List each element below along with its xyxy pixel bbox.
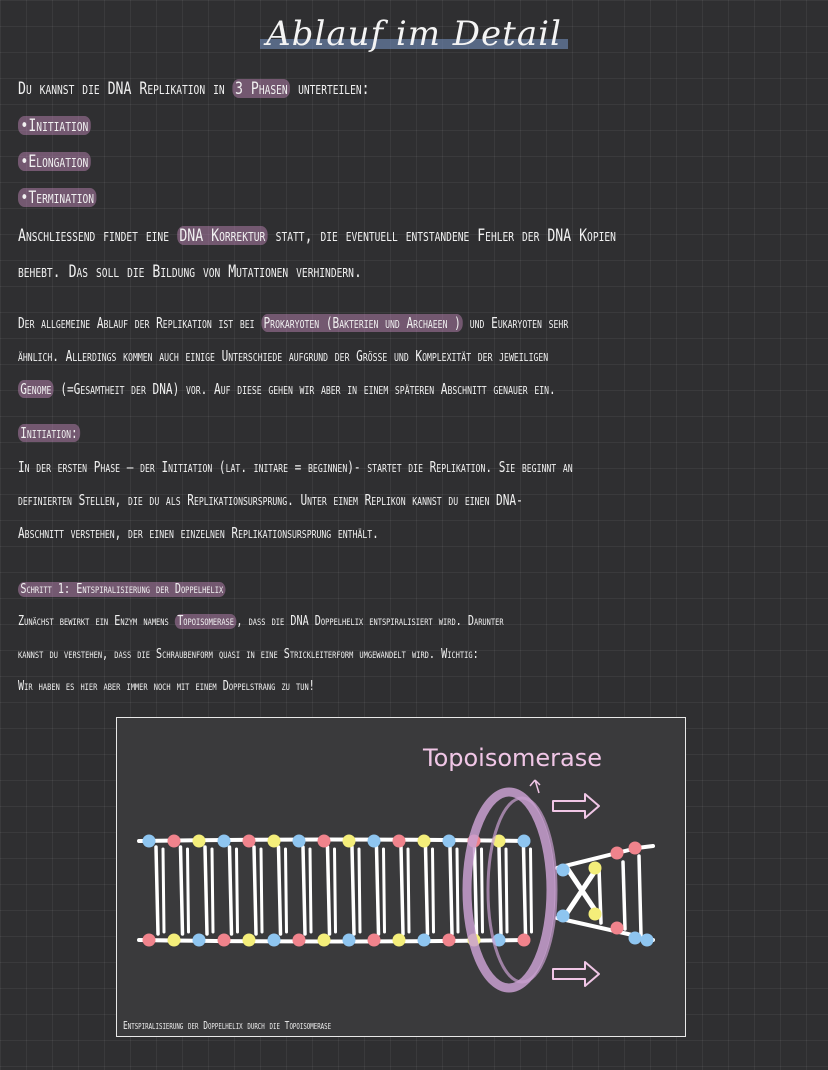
base-pair-rung <box>261 849 262 932</box>
nucleotide-dot <box>418 835 431 848</box>
base-pair-rung <box>482 849 483 932</box>
base-pair-rung <box>433 849 434 932</box>
nucleotide-dot <box>393 934 406 947</box>
paragraph-line: In der ersten Phase – der Initiation (lat. initare = beginnen)- startet die Replikation. Sie beginnt an <box>18 458 573 476</box>
intro-line: Du kannst die DNA Replikation in 3 Phasen unterteilen: <box>18 79 370 98</box>
base-pair-rung <box>499 847 501 934</box>
base-pair-rung <box>457 849 458 932</box>
intro-line: behebt. Das soll die Bildung von Mutationen verhindern. <box>18 262 362 281</box>
topoisomerase-ring-inner <box>488 798 556 982</box>
base-pair-rung <box>639 856 641 935</box>
base-pair-rung <box>188 849 189 932</box>
nucleotide-dot <box>193 835 206 848</box>
base-pair-rung <box>205 847 207 934</box>
nucleotide-dot <box>268 934 281 947</box>
nucleotide-dot <box>611 847 624 860</box>
paragraph-line: Abschnitt verstehen, der einen einzelnen Replikationsursprung enthält. <box>18 524 379 542</box>
base-pair-rung <box>303 847 305 934</box>
nucleotide-dot <box>268 835 281 848</box>
base-pair-rung <box>279 847 281 934</box>
section-heading: Schritt 1: Entspiralisierung der Doppelhelix <box>18 582 226 597</box>
direction-arrow-top <box>553 794 599 818</box>
nucleotide-dot <box>589 862 602 875</box>
phase-item: •Elongation <box>18 152 91 171</box>
nucleotide-dot <box>368 934 381 947</box>
nucleotide-dot <box>443 934 456 947</box>
nucleotide-dot <box>243 835 256 848</box>
nucleotide-dot <box>641 934 654 947</box>
base-pair-rung <box>475 847 477 934</box>
base-pair-rung <box>328 847 330 934</box>
nucleotide-dot <box>143 934 156 947</box>
paragraph-line: Zunächst bewirkt ein Enzym namens Topoisomerase , dass die DNA Doppelhelix entspiralisiert wird. Darunter <box>18 614 504 629</box>
nucleotide-dot <box>368 835 381 848</box>
base-pair-rung <box>377 847 379 934</box>
nucleotide-dot <box>518 934 531 947</box>
base-pair-rung <box>531 849 532 932</box>
nucleotide-dot <box>318 835 331 848</box>
nucleotide-dot <box>443 835 456 848</box>
base-pair-rung <box>623 862 625 929</box>
nucleotide-dot <box>168 835 181 848</box>
nucleotide-dot <box>343 835 356 848</box>
base-pair-rung <box>163 849 164 932</box>
base-pair-rung <box>310 849 311 932</box>
topoisomerase-label: Topoisomerase <box>423 744 603 772</box>
direction-arrow-bottom <box>553 962 599 986</box>
base-pair-rung <box>506 849 507 932</box>
paragraph-line: definierten Stellen, die du als Replikationsursprung. Unter einem Replikon kannst du einen DNA- <box>18 491 523 509</box>
base-pair-rung <box>156 847 158 934</box>
nucleotide-dot <box>293 934 306 947</box>
dna-figure <box>116 717 686 1037</box>
nucleotide-dot <box>243 934 256 947</box>
base-pair-rung <box>237 849 238 932</box>
base-pair-rung <box>426 847 428 934</box>
nucleotide-dot <box>393 835 406 848</box>
base-pair-rung <box>352 847 354 934</box>
base-pair-rung <box>359 849 360 932</box>
nucleotide-dot <box>518 835 531 848</box>
nucleotide-dot <box>168 934 181 947</box>
paragraph-line: kannst du verstehen, dass die Schraubenform quasi in eine Strickleiterform umgewandelt wird. Wichtig: <box>18 647 479 662</box>
figure-caption: Entspiralisierung der Doppelhelix durch die Topoisomerase <box>123 1019 332 1032</box>
nucleotide-dot <box>629 932 642 945</box>
nucleotide-dot <box>557 864 570 877</box>
base-pair-rung <box>524 847 526 934</box>
page-title: Ablauf im Detail <box>0 14 828 54</box>
nucleotide-dot <box>557 910 570 923</box>
nucleotide-dot <box>343 934 356 947</box>
base-pair-rung <box>384 849 385 932</box>
nucleotide-dot <box>611 922 624 935</box>
paragraph-line: ähnlich. Allerdings kommen auch einige Unterschiede aufgrund der Größe und Komplexität der jeweiligen <box>18 347 549 365</box>
paragraph-line: Genome (=Gesamtheit der DNA) vor. Auf diese gehen wir aber in einem späteren Abschnitt genauer ein. <box>18 380 556 398</box>
topoisomerase-ring <box>467 792 551 988</box>
base-pair-rung <box>212 849 213 932</box>
base-pair-rung <box>408 849 409 932</box>
nucleotide-dot <box>193 934 206 947</box>
phase-item: •Initiation <box>18 116 91 135</box>
twisted-cross <box>567 868 597 913</box>
nucleotide-dot <box>589 908 602 921</box>
nucleotide-dot <box>418 934 431 947</box>
nucleotide-dot <box>629 842 642 855</box>
base-pair-rung <box>286 849 287 932</box>
nucleotide-dot <box>293 835 306 848</box>
nucleotide-dot <box>143 835 156 848</box>
intro-line: Anschließend findet eine DNA Korrektur statt, die eventuell entstandene Fehler der DNA Kopien <box>18 226 616 245</box>
pointer-arrow <box>530 780 540 793</box>
base-pair-rung <box>230 847 232 934</box>
base-pair-rung <box>181 847 183 934</box>
base-pair-rung <box>254 847 256 934</box>
paragraph-line: Der allgemeine Ablauf der Replikation ist bei Prokaryoten (Bakterien und Archaeen ) und Eukaryoten sehr <box>18 314 569 332</box>
paragraph-line: Wir haben es hier aber immer noch mit einem Doppelstrang zu tun! <box>18 679 315 694</box>
base-pair-rung <box>335 849 336 932</box>
nucleotide-dot <box>218 835 231 848</box>
section-heading: Initiation: <box>18 424 80 442</box>
base-pair-rung <box>450 847 452 934</box>
phase-item: •Termination <box>18 188 97 207</box>
base-pair-rung <box>401 847 403 934</box>
nucleotide-dot <box>318 934 331 947</box>
nucleotide-dot <box>218 934 231 947</box>
